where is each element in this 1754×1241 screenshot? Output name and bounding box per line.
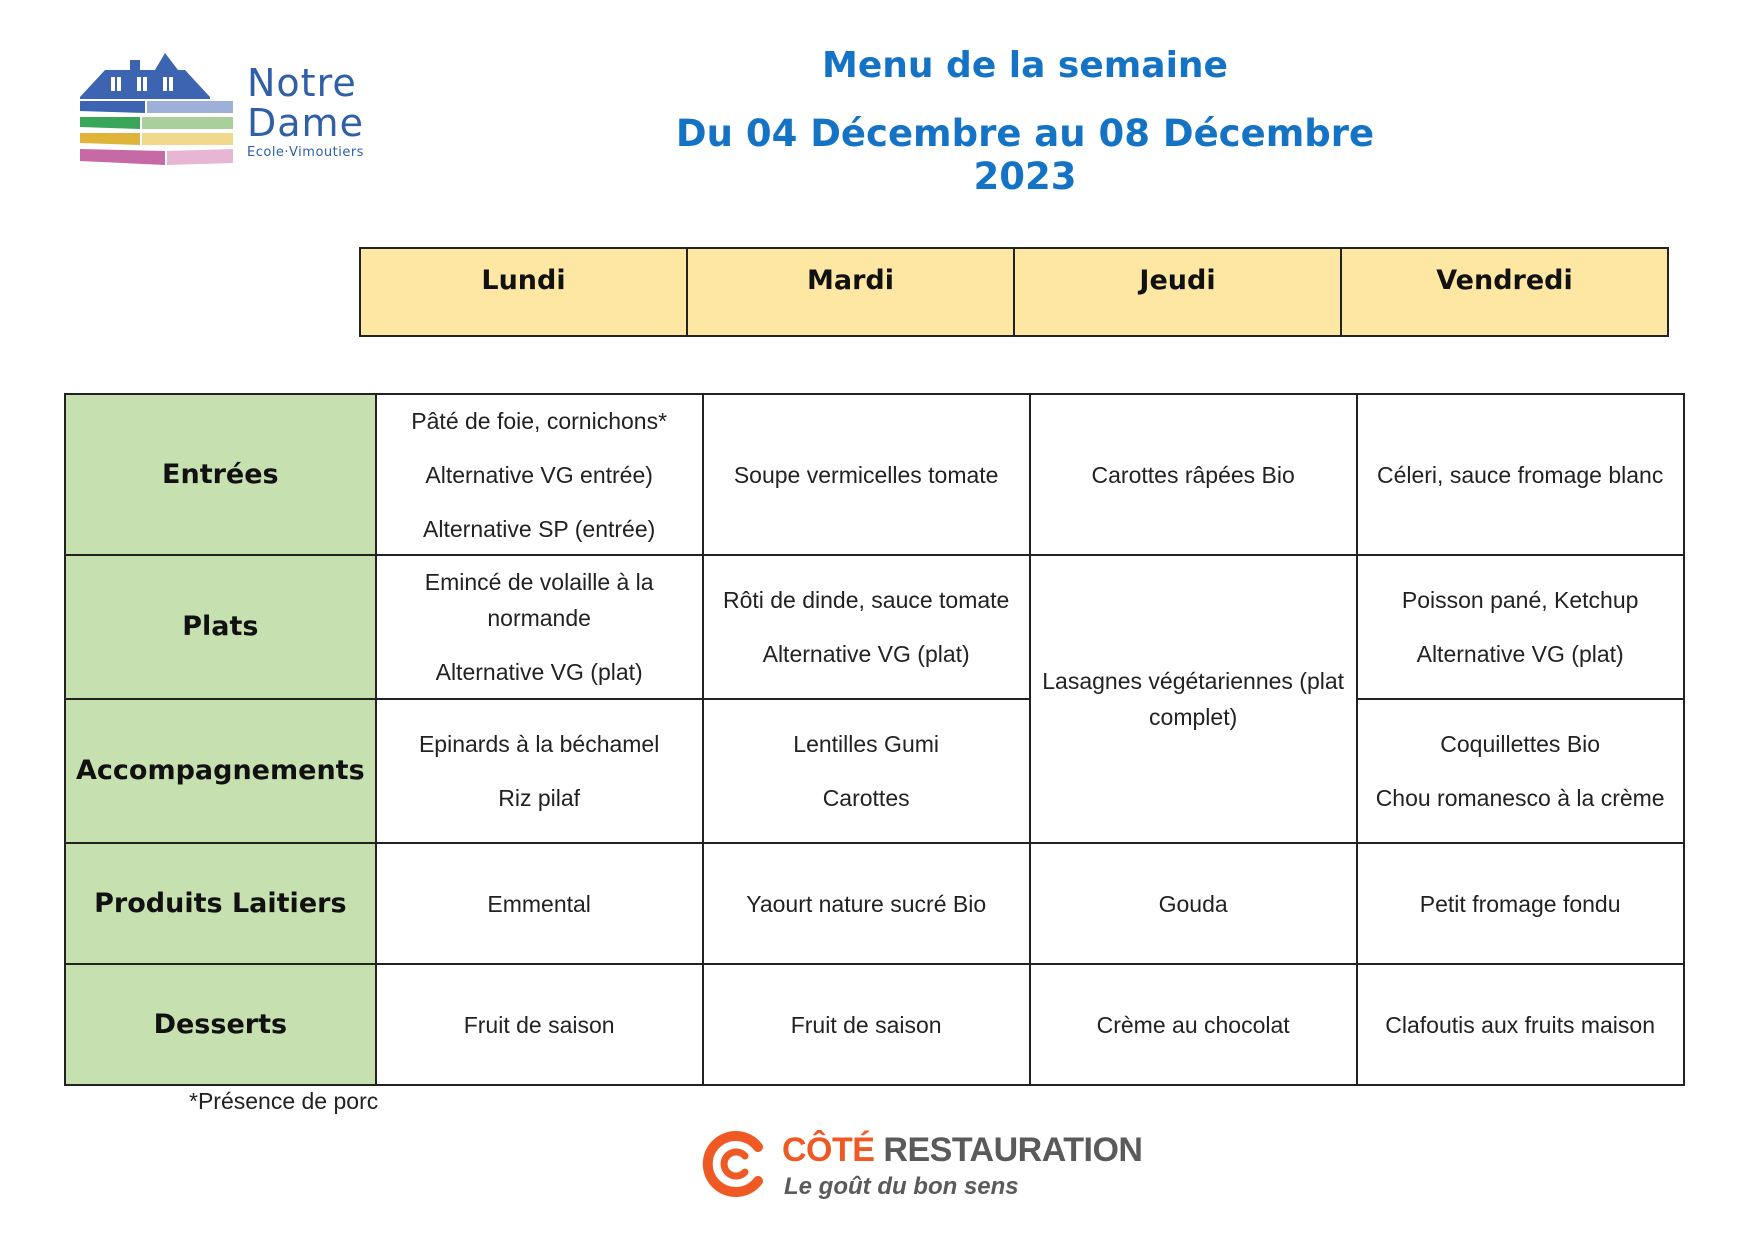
school-logo-text: [247, 63, 364, 160]
cell-laitiers-lundi: [376, 843, 703, 964]
category-accompagnements: Accompagnements: [65, 699, 376, 843]
cell-entrees-vendredi: [1357, 394, 1684, 555]
brand-name-restauration: RESTAURATION: [883, 1131, 1143, 1169]
menu-item: Fruit de saison: [790, 1011, 942, 1038]
category-desserts: Desserts: [65, 964, 376, 1085]
cell-laitiers-jeudi: [1030, 843, 1357, 964]
menu-table: [64, 393, 1685, 1086]
date-range: Du 04 Décembre au 08 Décembre 2023: [675, 112, 1375, 198]
menu-item: Yaourt nature sucré Bio: [746, 890, 987, 917]
menu-item: Poisson pané, Ketchup: [1401, 587, 1639, 613]
menu-item: Coquillettes Bio: [1440, 731, 1601, 757]
cell-entrees-jeudi: [1030, 394, 1357, 555]
menu-item: Epinards à la béchamel: [418, 731, 660, 757]
table-row-accompagnements: [65, 699, 1684, 843]
menu-item: Emincé de volaille à la normande: [424, 569, 654, 631]
cell-entrees-lundi: [376, 394, 703, 555]
menu-item: Lentilles Gumi: [793, 731, 940, 757]
menu-item: Gouda: [1158, 890, 1228, 917]
menu-item: Rôti de dinde, sauce tomate: [722, 587, 1010, 613]
cell-desserts-jeudi: [1030, 964, 1357, 1085]
day-header-mardi: Mardi: [687, 248, 1014, 336]
menu-item: Fruit de saison: [463, 1011, 615, 1038]
table-row-plats: [65, 555, 1684, 699]
day-header-jeudi: Jeudi: [1014, 248, 1341, 336]
brand-tagline: Le goût du bon sens: [784, 1173, 1019, 1200]
category-plats: Plats: [65, 555, 376, 699]
menu-item: Clafoutis aux fruits maison: [1385, 1011, 1656, 1038]
brand-name: [782, 1131, 1142, 1170]
menu-item: Céleri, sauce fromage blanc: [1376, 461, 1664, 488]
cell-laitiers-vendredi: [1357, 843, 1684, 964]
menu-item: Alternative VG (plat): [435, 659, 643, 685]
logo-subtitle: Ecole·Vimoutiers: [247, 145, 364, 160]
menu-item: Alternative VG (plat): [1416, 641, 1624, 667]
footnote: *Présence de porc: [189, 1088, 379, 1114]
menu-item: Pâté de foie, cornichons*: [411, 407, 668, 434]
menu-item: Alternative VG entrée): [425, 461, 653, 488]
menu-item: Petit fromage fondu: [1419, 890, 1621, 917]
menu-item: Soupe vermicelles tomate: [733, 461, 999, 488]
cell-plats-mardi: [703, 555, 1030, 699]
menu-item: Emmental: [487, 890, 591, 917]
day-header-lundi: Lundi: [360, 248, 687, 336]
menu-item: Carottes: [822, 785, 910, 811]
day-header-table: [359, 247, 1669, 337]
cell-plats-lundi: [376, 555, 703, 699]
page-title: Menu de la semaine: [822, 45, 1228, 86]
cell-plats-vendredi: [1357, 555, 1684, 699]
menu-item: Alternative VG (plat): [762, 641, 970, 667]
cell-accompagnements-mardi: [703, 699, 1030, 843]
table-row-desserts: [65, 964, 1684, 1085]
cell-entrees-mardi: [703, 394, 1030, 555]
school-building-icon: [75, 45, 245, 185]
cote-restauration-logo: [700, 1125, 1160, 1205]
menu-item: Carottes râpées Bio: [1091, 461, 1295, 488]
menu-item: Lasagnes végétariennes (plat complet): [1042, 668, 1345, 730]
logo-word-dame: Dame: [247, 101, 364, 145]
menu-item: Riz pilaf: [498, 785, 581, 811]
day-header-vendredi: Vendredi: [1341, 248, 1668, 336]
logo-word-notre: Notre: [247, 61, 357, 105]
cell-accompagnements-vendredi: [1357, 699, 1684, 843]
cell-desserts-lundi: [376, 964, 703, 1085]
brand-name-cote: CÔTÉ: [782, 1131, 875, 1169]
cell-plats-jeudi: [1030, 555, 1357, 843]
table-row-laitiers: [65, 843, 1684, 964]
table-row-entrees: [65, 394, 1684, 555]
cell-accompagnements-lundi: [376, 699, 703, 843]
cell-laitiers-mardi: [703, 843, 1030, 964]
brand-c-icon: [700, 1129, 770, 1199]
cell-desserts-mardi: [703, 964, 1030, 1085]
menu-item: Crème au chocolat: [1096, 1011, 1290, 1038]
category-produits-laitiers: Produits Laitiers: [65, 843, 376, 964]
menu-item: Alternative SP (entrée): [423, 515, 656, 542]
category-entrees: Entrées: [65, 394, 376, 555]
cell-desserts-vendredi: [1357, 964, 1684, 1085]
menu-item: Chou romanesco à la crème: [1375, 785, 1665, 811]
